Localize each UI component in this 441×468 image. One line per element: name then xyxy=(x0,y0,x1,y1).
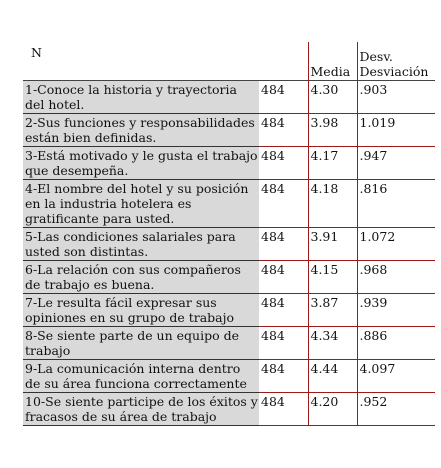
row-item: 1-Conoce la historia y trayectoria del hotel. xyxy=(23,81,259,114)
table-row xyxy=(23,147,435,180)
table-row xyxy=(23,393,435,426)
row-mean: 4.18 xyxy=(308,180,357,228)
row-item: 6-La relación con sus compañeros de trabajo es buena. xyxy=(23,261,259,294)
row-mean: 4.30 xyxy=(308,81,357,114)
row-n: 484 xyxy=(261,229,285,244)
header-blank xyxy=(259,42,308,81)
row-n: 484 xyxy=(261,181,285,196)
row-sd: .816 xyxy=(357,180,435,228)
row-mean: 4.20 xyxy=(308,393,357,426)
table-row xyxy=(23,261,435,294)
row-sd: 1.019 xyxy=(357,114,435,147)
row-sd: 1.072 xyxy=(357,228,435,261)
row-sd: .952 xyxy=(357,393,435,426)
row-item: 2-Sus funciones y responsabilidades están bien definidas. xyxy=(23,114,259,147)
row-item: 7-Le resulta fácil expresar sus opiniones en su grupo de trabajo xyxy=(23,294,259,327)
row-n: 484 xyxy=(261,82,285,97)
row-item: 8-Se siente parte de un equipo de trabajo xyxy=(23,327,259,360)
table-body xyxy=(23,81,435,426)
row-item: 10-Se siente participe de los éxitos y fracasos de su área de trabajo xyxy=(25,394,258,424)
table-row xyxy=(23,327,435,360)
row-mean: 4.44 xyxy=(308,360,357,393)
row-item: 5-Las condiciones salariales para usted son distintas. xyxy=(23,228,259,261)
row-n: 484 xyxy=(261,148,285,163)
row-n: 484 xyxy=(261,394,285,409)
row-item: 4-El nombre del hotel y su posición en la industria hotelera es gratificante para usted. xyxy=(23,180,259,228)
row-mean: 3.87 xyxy=(308,294,357,327)
row-n: 484 xyxy=(261,115,285,130)
descriptive-stats-table xyxy=(23,42,435,426)
row-n: 484 xyxy=(261,262,285,277)
row-sd: .903 xyxy=(357,81,435,114)
table-header xyxy=(23,42,435,81)
header-row xyxy=(23,42,435,81)
row-n: 484 xyxy=(261,328,285,343)
row-n: 484 xyxy=(261,361,285,376)
row-sd: .939 xyxy=(357,294,435,327)
table-row xyxy=(23,360,435,393)
row-mean: 3.98 xyxy=(308,114,357,147)
row-n: 484 xyxy=(261,295,285,310)
row-sd: .947 xyxy=(357,147,435,180)
row-sd: .886 xyxy=(357,327,435,360)
header-sd: Desv. Desviación xyxy=(357,42,435,81)
row-mean: 4.17 xyxy=(308,147,357,180)
row-sd: 4.097 xyxy=(357,360,435,393)
row-mean: 3.91 xyxy=(308,228,357,261)
row-item: 3-Está motivado y le gusta el trabajo que desempeña. xyxy=(25,148,258,178)
table-row xyxy=(23,228,435,261)
row-mean: 4.15 xyxy=(308,261,357,294)
table-row xyxy=(23,180,435,228)
table-row xyxy=(23,294,435,327)
table-row xyxy=(23,114,435,147)
header-mean: Media xyxy=(308,42,357,81)
header-n: N xyxy=(31,45,42,60)
row-mean: 4.34 xyxy=(308,327,357,360)
row-item: 9-La comunicación interna dentro de su área funciona correctamente xyxy=(23,360,259,393)
row-sd: .968 xyxy=(357,261,435,294)
table-row xyxy=(23,81,435,114)
